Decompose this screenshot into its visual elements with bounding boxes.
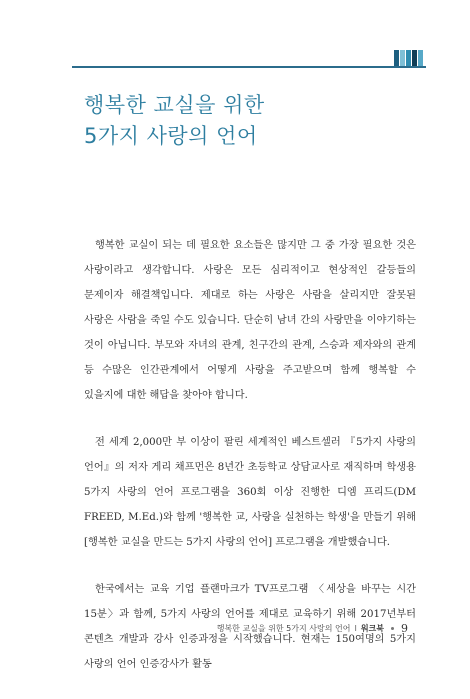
page-title-line-2: 5가지 사랑의 언어 [84,124,258,148]
page-title [84,90,265,152]
header-rule [72,66,426,68]
paragraph-2: 전 세계 2,000만 부 이상이 팔린 세계적인 베스트셀러 『5가지 사랑의 언어』의 저자 게리 채프먼은 8년간 초등학교 상담교사로 재직하며 학생용 5가지 사랑의 언어 프로그램을 360회 이상 진행한 디엠 프리드(DM FREED, M.Ed.)와 함께 '행복한 교, 사랑을 실천하는 학생'을 만들기 위해 [행복한 교실을 만드는 5가지 사랑의 언어] 프로그램을 개발했습니다. [84,437,416,548]
footer-workbook-label: 워크북 [360,624,384,633]
header-color-tabs [394,50,423,66]
page-footer [217,622,408,635]
header-tab [400,50,405,66]
header-tab [406,50,411,66]
header-tab [394,50,399,66]
footer-separator: I [354,624,357,633]
paragraph-1: 행복한 교실이 되는 데 필요한 요소들은 많지만 그 중 가장 필요한 것은 사랑이라고 생각합니다. 사랑은 모든 심리적이고 현상적인 갈등들의 문제이자 해결책입니다. 제대로 하는 사랑은 사람을 살리지만 잘못된 사랑은 사람을 죽일 수도 있습니다. 단순히 남녀 간의 사랑만을 이야기하는 것이 아닙니다. 부모와 자녀의 관계, 친구간의 관계, 스승과 제자와의 관계 등 수많은 인간관계에서 어떻게 사랑을 주고받으며 함께 행복할 수 있을지에 대한 해답을 찾아야 합니다. [84,240,416,401]
footer-dot [391,627,394,630]
header-tab [418,50,423,66]
page-title-line-1: 행복한 교실을 위한 [84,93,265,117]
page-number: 9 [401,622,408,635]
footer-book-title: 행복한 교실을 위한 5가지 사랑의 언어 [216,624,351,633]
header-tab [412,50,417,66]
paragraph-3: 한국에서는 교육 기업 플랜마크가 TV프로그램 〈세상을 바꾸는 시간 15분〉과 함께, 5가지 사랑의 언어를 제대로 교육하기 위해 2017년부터 콘텐츠 개발과 강사 인증과정을 시작했습니다. 현재는 150여명의 5가지 사랑의 언어 인증강사가 활동 [84,584,416,670]
